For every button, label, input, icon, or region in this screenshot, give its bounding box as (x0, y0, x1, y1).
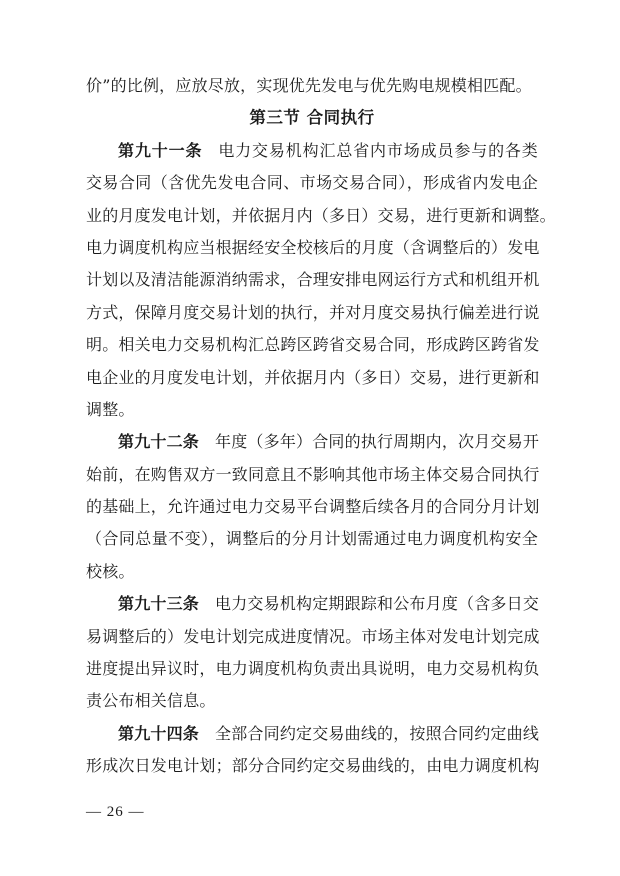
article-line: 电企业的月度发电计划，并依据月内（多日）交易，进行更新和 (86, 367, 540, 387)
article-line: 电力调度机构应当根据经安全校核后的月度（含调整后的）发电 (86, 237, 540, 257)
article-line: 的基础上，允许通过电力交易平台调整后续各月的合同分月计划 (86, 497, 540, 517)
article-line: 交易合同（含优先发电合同、市场交易合同），形成省内发电企 (86, 173, 538, 193)
article-number: 第九十三条 (118, 594, 200, 614)
article-line: 业的月度发电计划，并依据月内（多日）交易，进行更新和调整。 (86, 205, 556, 225)
article-text: 年度（多年）合同的执行周期内，次月交易开 (215, 432, 540, 452)
article-line: 方式，保障月度交易计划的执行，并对月度交易执行偏差进行说 (86, 302, 540, 322)
article-line: 调整。 (86, 399, 135, 419)
article-line: 进度提出异议时，电力调度机构负责出具说明，电力交易机构负 (86, 659, 540, 679)
article-93 (86, 588, 538, 718)
article-text: 电力交易机构汇总省内市场成员参与的各类 (218, 140, 538, 160)
article-text: 电力交易机构定期跟踪和公布月度（含多日交 (215, 594, 540, 614)
article-number: 第九十二条 (118, 432, 200, 452)
article-line: 校核。 (86, 561, 135, 581)
article-line: 形成次日发电计划；部分合同约定交易曲线的，由电力调度机构 (86, 756, 540, 776)
article-91 (86, 135, 556, 427)
article-92 (86, 426, 538, 588)
article-line: 责公布相关信息。 (86, 691, 216, 711)
article-text: 全部合同约定交易曲线的，按照合同约定曲线 (215, 723, 540, 743)
article-line: 明。相关电力交易机构汇总跨区跨省交易合同，形成跨区跨省发 (86, 335, 540, 355)
article-line: 易调整后的）发电计划完成进度情况。市场主体对发电计划完成 (86, 626, 540, 646)
article-94 (86, 718, 538, 783)
article-line: 始前，在购售双方一致同意且不影响其他市场主体交易合同执行 (86, 464, 540, 484)
article-line: （合同总量不变），调整后的分月计划需通过电力调度机构安全 (86, 529, 538, 549)
article-first-line (86, 718, 538, 750)
article-line: 计划以及清洁能源消纳需求，合理安排电网运行方式和机组开机 (86, 270, 540, 290)
page-number: — 26 — (86, 804, 145, 820)
section-heading: 第三节 合同执行 (249, 108, 375, 128)
article-first-line (86, 588, 538, 620)
continued-paragraph-line: 价”的比例，应放尽放，实现优先发电与优先购电规模相匹配。 (86, 76, 532, 95)
article-number: 第九十四条 (118, 723, 200, 743)
article-first-line (86, 135, 538, 167)
document-body (86, 70, 556, 783)
article-number: 第九十一条 (118, 140, 203, 160)
article-first-line (86, 426, 538, 458)
